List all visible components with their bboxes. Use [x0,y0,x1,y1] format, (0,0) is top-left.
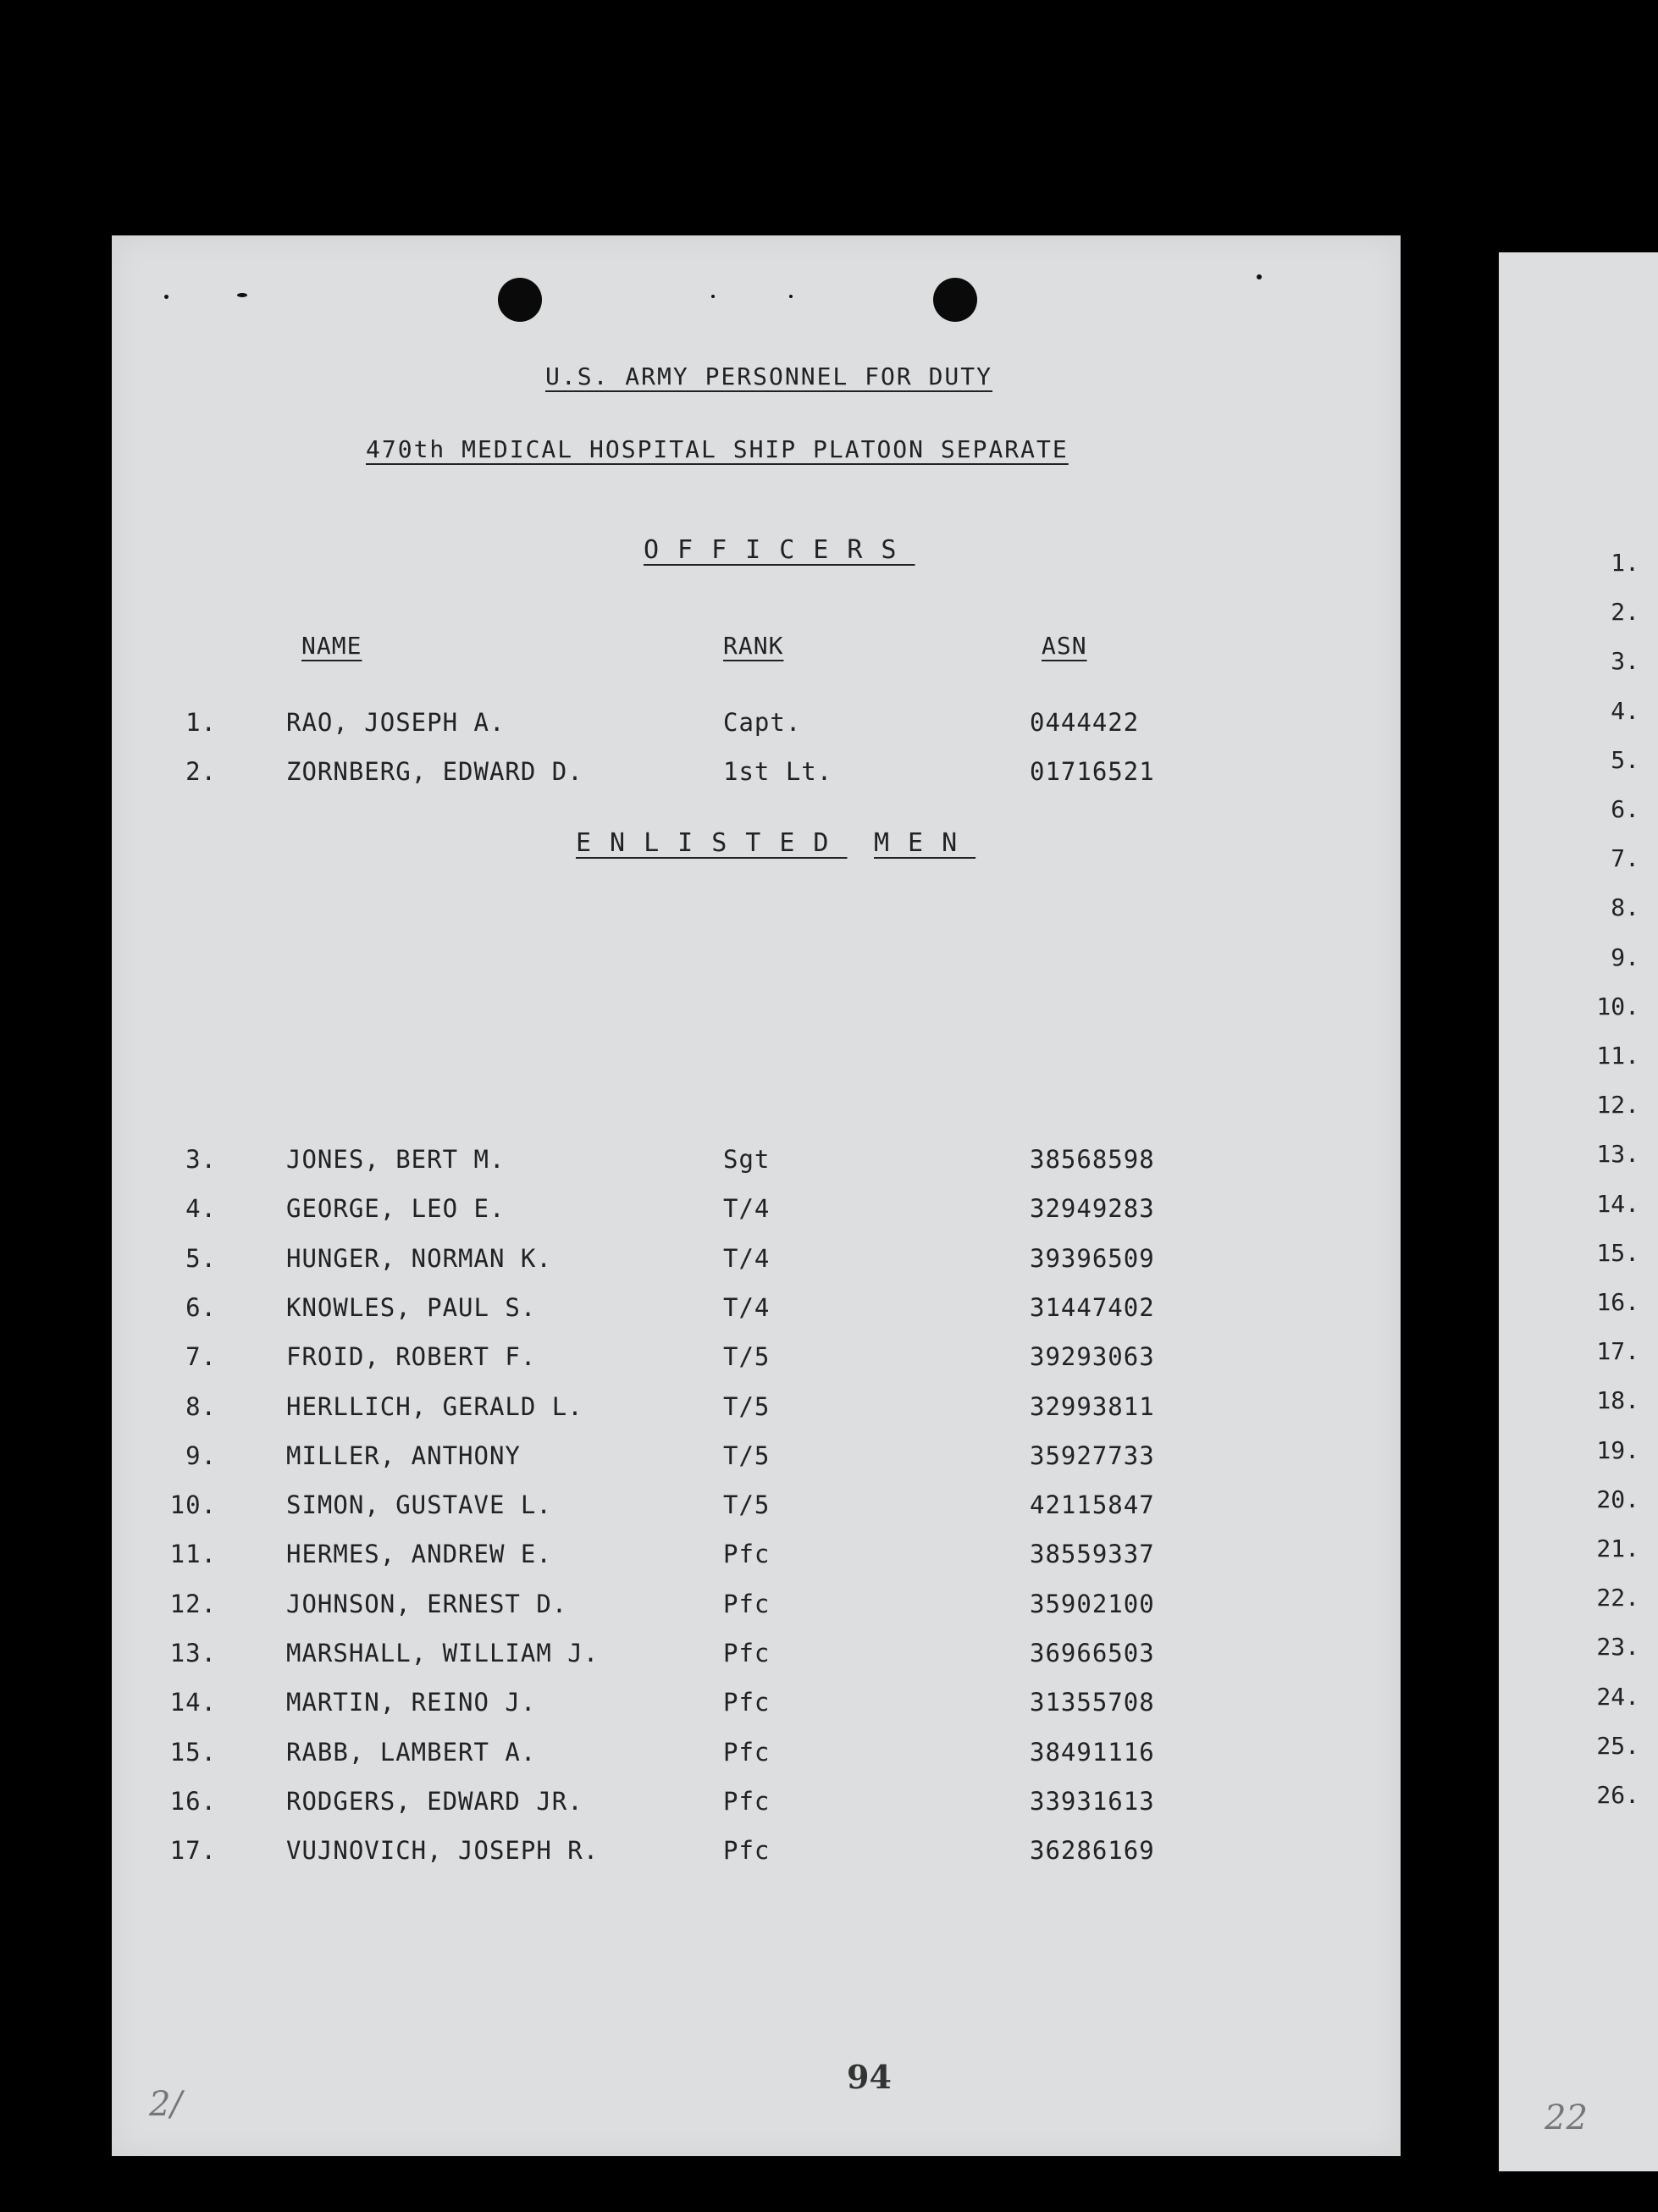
speck [711,295,715,298]
row-num: 5. [185,1243,217,1273]
row-rank: T/5 [723,1391,771,1421]
strip-line-number: 9. [1611,943,1639,971]
strip-line-number: 26. [1596,1781,1639,1809]
officers-heading: OFFICERS [644,535,915,565]
strip-line-number: 10. [1596,992,1639,1020]
row-num: 6. [185,1292,217,1322]
row-name: SIMON, GUSTAVE L. [286,1490,552,1520]
adjacent-page-strip [1499,252,1658,2171]
row-rank: 1st Lt. [723,757,833,786]
page-number: 94 [847,2058,892,2096]
row-asn: 38559337 [1030,1540,1155,1569]
row-asn: 38568598 [1030,1145,1155,1174]
column-header-rank: RANK [723,632,784,660]
document-page [112,235,1401,2156]
document-title: U.S. ARMY PERSONNEL FOR DUTY [545,362,993,390]
column-header-asn: ASN [1042,632,1087,660]
punch-hole-left [498,278,542,322]
row-asn: 33931613 [1030,1786,1155,1816]
row-name: JOHNSON, ERNEST D. [286,1589,568,1618]
row-rank: T/4 [723,1292,771,1322]
row-name: MARTIN, REINO J. [286,1688,537,1717]
strip-line-number: 24. [1596,1682,1639,1711]
strip-line-number: 25. [1596,1731,1639,1760]
row-name: HUNGER, NORMAN K. [286,1243,552,1273]
row-name: VUJNOVICH, JOSEPH R. [286,1836,600,1866]
row-num: 14. [169,1688,217,1717]
row-name: RAO, JOSEPH A. [286,708,506,737]
strip-line-number: 6. [1611,795,1639,823]
speck [237,293,247,297]
row-rank: T/5 [723,1441,771,1470]
row-num: 13. [169,1639,217,1667]
row-rank: Pfc [723,1737,771,1767]
strip-line-number: 23. [1596,1633,1639,1662]
row-num: 4. [185,1194,217,1224]
row-asn: 31447402 [1030,1292,1155,1322]
row-num: 17. [169,1836,217,1866]
strip-line-number: 20. [1596,1485,1639,1513]
row-asn: 36286169 [1030,1836,1155,1866]
row-rank: Pfc [723,1836,771,1866]
row-num: 7. [185,1342,217,1372]
row-name: MILLER, ANTHONY [286,1441,521,1470]
strip-line-number: 5. [1611,745,1639,774]
row-rank: Capt. [723,708,802,737]
row-num: 1. [185,708,217,737]
strip-line-number: 12. [1596,1091,1639,1120]
strip-line-number: 14. [1596,1189,1639,1218]
row-rank: Pfc [723,1688,771,1717]
row-num: 11. [169,1540,217,1569]
unit-name: 470th MEDICAL HOSPITAL SHIP PLATOON SEPARATE [366,435,1069,463]
row-asn: 35902100 [1030,1589,1155,1618]
row-asn: 0444422 [1030,708,1140,737]
strip-line-number: 13. [1596,1140,1639,1169]
handwritten-note: 2/ [149,2085,182,2124]
row-num: 16. [169,1786,217,1816]
row-rank: Sgt [723,1145,771,1174]
row-name: KNOWLES, PAUL S. [286,1292,537,1322]
row-rank: T/4 [723,1194,771,1224]
strip-line-number: 17. [1596,1337,1639,1366]
speck [1257,274,1262,279]
row-name: HERMES, ANDREW E. [286,1540,552,1569]
row-asn: 31355708 [1030,1688,1155,1717]
enlisted-heading-word-2: MEN [874,828,976,858]
row-asn: 39293063 [1030,1342,1155,1372]
row-asn: 01716521 [1030,757,1155,786]
row-name: JONES, BERT M. [286,1145,506,1174]
speck [164,295,169,299]
row-num: 10. [169,1490,217,1520]
strip-line-number: 1. [1611,549,1639,577]
row-rank: Pfc [723,1639,771,1667]
strip-line-number: 21. [1596,1535,1639,1562]
row-asn: 39396509 [1030,1243,1155,1273]
strip-line-number: 4. [1611,696,1639,725]
row-asn: 36966503 [1030,1639,1155,1667]
strip-line-number: 3. [1611,647,1639,676]
row-asn: 32949283 [1030,1194,1155,1224]
strip-line-number: 18. [1596,1386,1639,1415]
row-rank: Pfc [723,1786,771,1816]
row-name: FROID, ROBERT F. [286,1342,537,1372]
strip-line-number: 15. [1596,1238,1639,1267]
row-name: RODGERS, EDWARD JR. [286,1786,583,1816]
row-asn: 32993811 [1030,1391,1155,1421]
column-header-name: NAME [301,632,362,660]
strip-line-number: 8. [1611,893,1639,922]
strip-line-number: 22. [1596,1584,1639,1612]
row-asn: 42115847 [1030,1490,1155,1520]
row-rank: T/5 [723,1342,771,1372]
row-num: 12. [169,1589,217,1618]
row-rank: T/4 [723,1243,771,1273]
punch-hole-right [933,278,977,322]
row-rank: Pfc [723,1589,771,1618]
row-name: GEORGE, LEO E. [286,1194,506,1224]
row-asn: 35927733 [1030,1441,1155,1470]
row-name: HERLLICH, GERALD L. [286,1391,583,1421]
row-name: MARSHALL, WILLIAM J. [286,1639,600,1667]
row-asn: 38491116 [1030,1737,1155,1767]
row-name: RABB, LAMBERT A. [286,1737,537,1767]
strip-line-number: 2. [1611,598,1639,627]
row-name: ZORNBERG, EDWARD D. [286,757,583,786]
row-rank: Pfc [723,1540,771,1569]
row-rank: T/5 [723,1490,771,1520]
row-num: 15. [169,1737,217,1767]
row-num: 2. [185,757,217,786]
row-num: 3. [185,1145,217,1174]
strip-handwritten-note: 22 [1545,2099,1588,2137]
strip-line-number: 16. [1596,1288,1639,1316]
row-num: 8. [185,1391,217,1421]
enlisted-heading-word-1: ENLISTED [576,828,848,858]
speck [789,295,793,298]
row-num: 9. [185,1441,217,1470]
strip-line-number: 19. [1596,1435,1639,1464]
strip-line-number: 7. [1611,844,1639,873]
strip-line-number: 11. [1596,1042,1639,1070]
